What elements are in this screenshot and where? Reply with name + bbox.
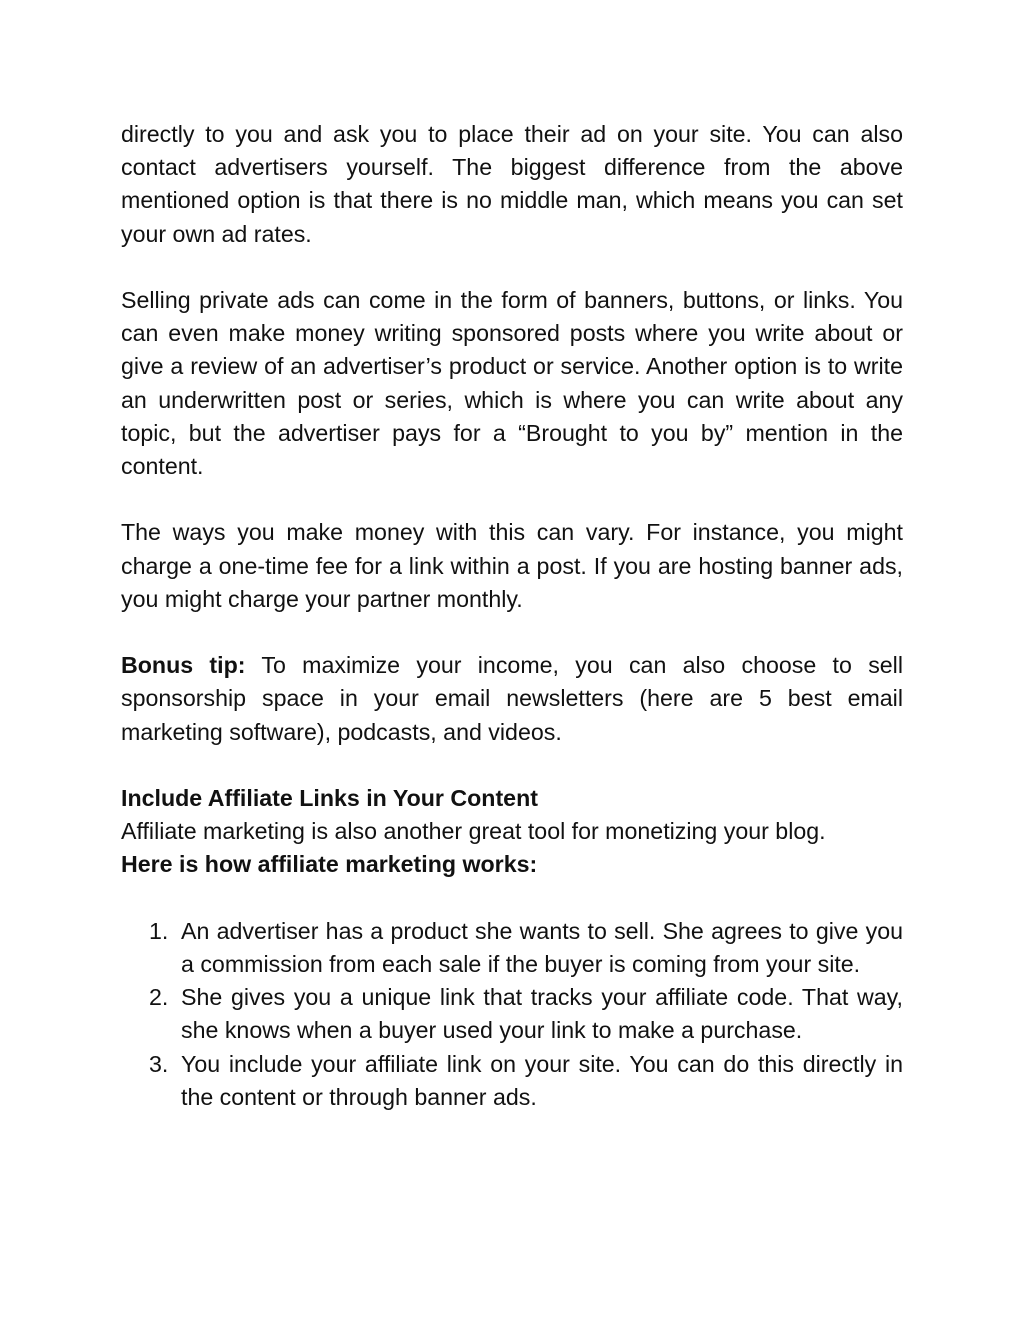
list-item-text: You include your affiliate link on your site. You can do this directly in the content or through banner ads. bbox=[181, 1050, 903, 1110]
list-item-number: 2. bbox=[149, 984, 169, 1011]
bonus-tip-text: To maximize your income, you can also choose to sell sponsorship space in your email newsletters (here are 5 best email marketing software), podcasts, and videos. bbox=[121, 652, 903, 745]
list-item-text: An advertiser has a product she wants to sell. She agrees to give you a commission from each sale if the buyer is coming from your site. bbox=[181, 917, 903, 977]
section-heading: Include Affiliate Links in Your Content bbox=[121, 785, 538, 811]
list-item bbox=[121, 981, 903, 1047]
affiliate-steps-list bbox=[121, 915, 903, 1114]
list-item bbox=[121, 1048, 903, 1114]
list-item bbox=[121, 915, 903, 981]
paragraph-private-ads: Selling private ads can come in the form of banners, buttons, or links. You can even make money writing sponsored posts where you write about or give a review of an advertiser’s product or service. Another option is to write an underwritten post or series, which is where you can write about any topic, but the advertiser pays for a “Brought to you by” mention in the content. bbox=[121, 287, 903, 480]
list-item-number: 3. bbox=[149, 1050, 169, 1077]
paragraph-ways-to-earn: The ways you make money with this can vary. For instance, you might charge a one-time fee for a link within a post. If you are hosting banner ads, you might charge your partner monthly. bbox=[121, 519, 903, 612]
document-page bbox=[121, 118, 903, 1114]
section-intro-text: Affiliate marketing is also another great tool for monetizing your blog. bbox=[121, 818, 826, 845]
section-intro bbox=[121, 815, 903, 881]
list-item-number: 1. bbox=[149, 917, 169, 944]
section-subheading: Here is how affiliate marketing works: bbox=[121, 851, 538, 878]
paragraph-direct-advertisers: directly to you and ask you to place their ad on your site. You can also contact advertisers yourself. The biggest difference from the above mentioned option is that there is no middle man, which means you can set your own ad rates. bbox=[121, 121, 903, 247]
paragraph-bonus-tip bbox=[121, 649, 903, 749]
bonus-tip-label: Bonus tip: bbox=[121, 652, 246, 679]
list-item-text: She gives you a unique link that tracks your affiliate code. That way, she knows when a buyer used your link to make a purchase. bbox=[181, 984, 903, 1044]
